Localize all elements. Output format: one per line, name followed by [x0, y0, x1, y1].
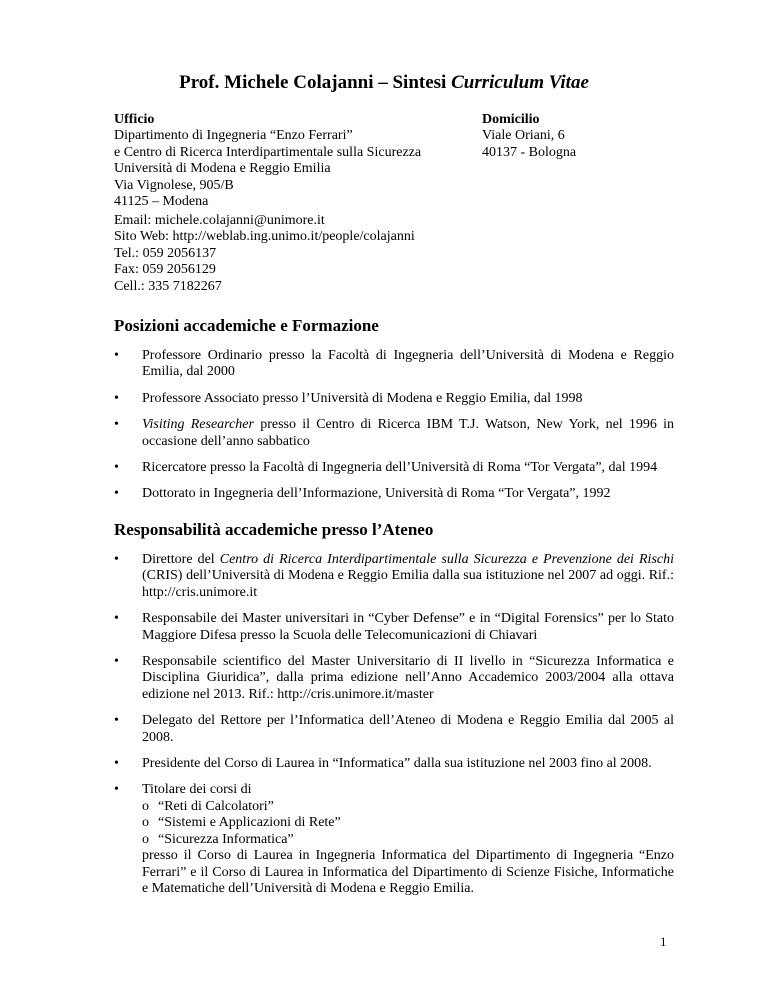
office-line: Via Vignolese, 905/B — [114, 177, 234, 193]
section-title-positions: Posizioni accademiche e Formazione — [114, 316, 379, 335]
list-item: • Direttore del Centro di Ricerca Interdipartimentale sulla Sicurezza e Prevenzione dei Rischi (CRIS) dell’Università di Modena e Reggio Emilia dalla sua istituzione nel 2007 ad oggi. Rif.: http://cris.unimore.it — [114, 552, 674, 600]
office-line: Università di Modena e Reggio Emilia — [114, 161, 331, 177]
title-italic: Curriculum Vitae — [451, 72, 589, 93]
bullet-icon: • — [114, 654, 119, 670]
courses-outro: presso il Corso di Laurea in Ingegneria Informatica del Dipartimento di Ingegneria “Enzo Ferrari” e il Corso di Laurea in Informatica del Dipartimento di Scienze Fisiche, Informatiche e Matematiche dell’Università di Modena e Reggio Emilia. — [142, 848, 674, 896]
courses-intro: Titolare dei corsi di — [142, 782, 252, 798]
section-title-responsibilities: Responsabilità accademiche presso l’Ateneo — [114, 520, 434, 539]
office-line: Dipartimento di Ingegneria “Enzo Ferrari” — [114, 128, 353, 144]
bullet-icon: • — [114, 348, 119, 363]
bullet-icon: • — [114, 486, 119, 502]
bullet-icon: • — [114, 611, 119, 627]
course-item: o “Sicurezza Informatica” — [142, 831, 294, 847]
cell-line: Cell.: 335 7182267 — [114, 278, 222, 294]
bullet-icon: • — [114, 552, 119, 567]
bullet-icon: • — [114, 460, 119, 476]
list-item: • Presidente del Corso di Laurea in “Informatica” dalla sua istituzione nel 2003 fino al 2008. — [114, 756, 652, 772]
home-label: Domicilio — [482, 112, 540, 127]
phone-line: Tel.: 059 2056137 — [114, 245, 217, 261]
office-line: 41125 – Modena — [114, 194, 209, 210]
positions-list — [114, 348, 674, 503]
home-line: Viale Oriani, 6 — [482, 128, 565, 144]
list-item: • Responsabile scientifico del Master Universitario di II livello in “Sicurezza Informatica e Disciplina Giuridica”, dalla prima edizione nell’Anno Accademico 2003/2004 alla ottava edizione nel 2013. Rif.: http://cris.unimore.it/master — [114, 654, 674, 702]
list-item: • Responsabile dei Master universitari in “Cyber Defense” e in “Digital Forensics” per lo Stato Maggiore Difesa presso la Scuola delle Telecomunicazioni di Chiavari — [114, 611, 674, 643]
responsibilities-list — [114, 552, 674, 897]
website-line: Sito Web: http://weblab.ing.unimo.it/people/colajanni — [114, 229, 415, 245]
circle-bullet-icon: o — [142, 815, 149, 831]
course-item: o “Sistemi e Applicazioni di Rete” — [142, 815, 341, 831]
list-item: • Professore Ordinario presso la Facoltà di Ingegneria dell’Università di Modena e Reggio Emilia, dal 2000 — [114, 348, 674, 380]
email-line: Email: michele.colajanni@unimore.it — [114, 213, 325, 228]
office-line: e Centro di Ricerca Interdipartimentale sulla Sicurezza — [114, 144, 422, 160]
title-main: Prof. Michele Colajanni – Sintesi — [179, 72, 452, 93]
page-number: 1 — [660, 934, 667, 949]
fax-line: Fax: 059 2056129 — [114, 262, 216, 278]
circle-bullet-icon: o — [142, 831, 149, 847]
bullet-icon: • — [114, 756, 119, 772]
list-item: • Delegato del Rettore per l’Informatica dell’Ateneo di Modena e Reggio Emilia dal 2005 al 2008. — [114, 713, 674, 745]
circle-bullet-icon: o — [142, 798, 149, 814]
course-item: o “Reti di Calcolatori” — [142, 798, 274, 814]
home-address — [482, 112, 576, 161]
list-item: • Visiting Researcher presso il Centro di Ricerca IBM T.J. Watson, New York, nel 1996 in occasione dell’anno sabbatico — [114, 417, 675, 449]
bullet-icon: • — [114, 390, 119, 406]
contact-info — [114, 213, 415, 295]
list-item: • Ricercatore presso la Facoltà di Ingegneria dell’Università di Roma “Tor Vergata”, dal 1994 — [114, 460, 658, 476]
list-item: • Professore Associato presso l’Università di Modena e Reggio Emilia, dal 1998 — [114, 390, 583, 406]
office-address — [114, 112, 421, 210]
bullet-icon: • — [114, 417, 119, 433]
home-line: 40137 - Bologna — [482, 144, 577, 160]
list-item: • Dottorato in Ingegneria dell’Informazione, Università di Roma “Tor Vergata”, 1992 — [114, 486, 611, 502]
page-title — [0, 72, 768, 94]
office-label: Ufficio — [114, 112, 155, 127]
list-item — [114, 782, 674, 897]
bullet-icon: • — [114, 713, 119, 729]
bullet-icon: • — [114, 782, 119, 798]
